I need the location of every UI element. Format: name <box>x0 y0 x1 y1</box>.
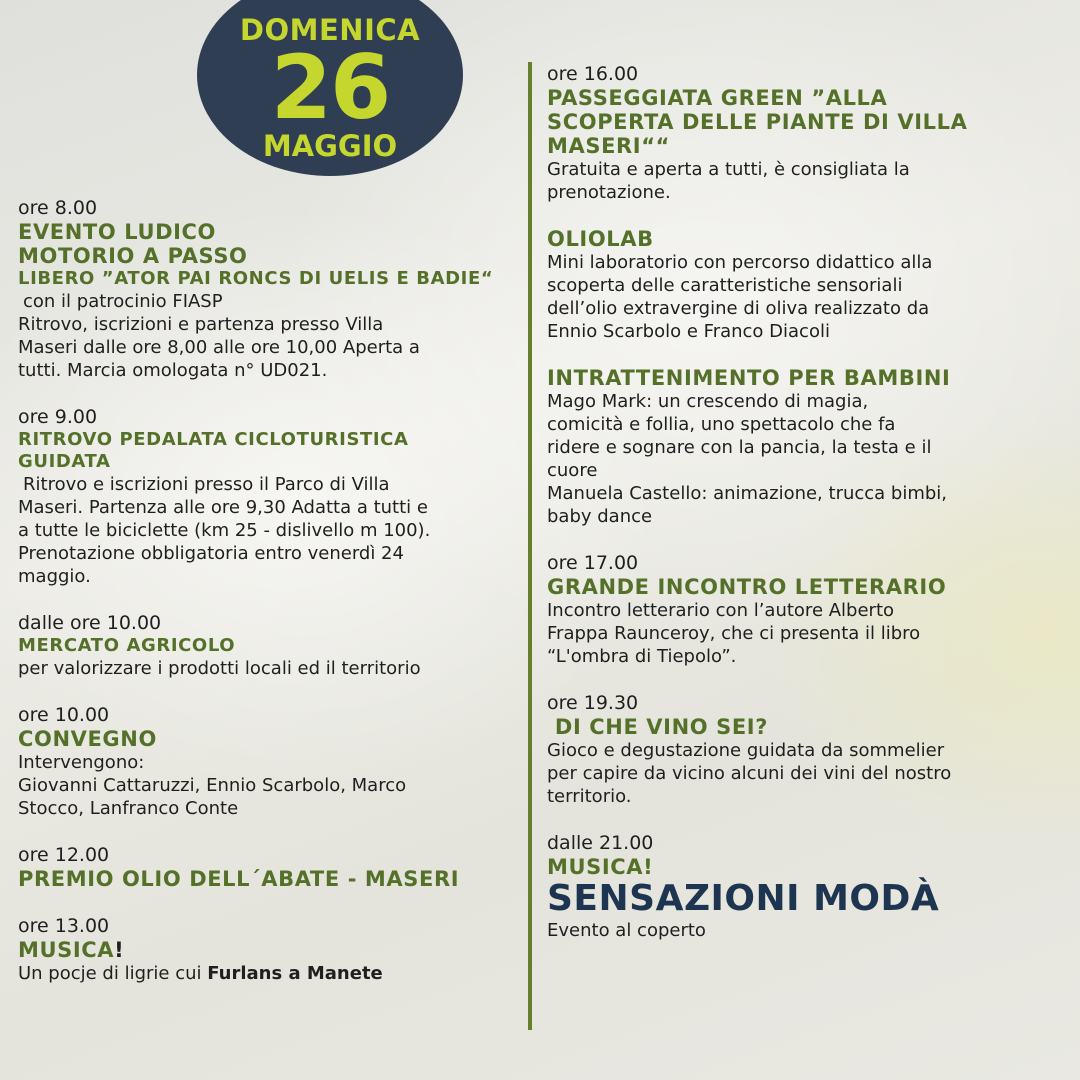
right-column <box>547 62 1067 942</box>
event-title: MOTORIO A PASSO <box>18 244 248 268</box>
event-text: Frappa Raunceroy, che ci presenta il libro <box>547 623 921 644</box>
event-time: ore 17.00 <box>547 552 639 574</box>
event-title: PASSEGGIATA GREEN ”ALLA <box>547 86 888 110</box>
event-convegno <box>18 703 518 820</box>
event-title: INTRATTENIMENTO PER BAMBINI <box>547 366 951 390</box>
event-incontro-letterario <box>547 551 1067 668</box>
badge-month: MAGGIO <box>262 129 398 163</box>
event-musica-2100 <box>547 831 1067 942</box>
event-title: GRANDE INCONTRO LETTERARIO <box>547 575 947 599</box>
event-text: tutti. Marcia omologata n° UD021. <box>18 360 328 381</box>
band-name: Furlans a Manete <box>207 963 383 984</box>
event-pedalata <box>18 405 518 588</box>
event-title-text: MUSICA <box>18 938 115 962</box>
event-title: SCOPERTA DELLE PIANTE DI VILLA <box>547 110 968 134</box>
event-time: dalle 21.00 <box>547 832 654 854</box>
event-headline: SENSAZIONI MODÀ <box>547 878 940 919</box>
event-text: territorio. <box>547 786 632 807</box>
event-title: MUSICA! <box>547 855 654 879</box>
column-divider <box>528 62 532 1030</box>
event-time: ore 19.30 <box>547 692 639 714</box>
event-mercato <box>18 611 518 680</box>
event-title: PREMIO OLIO DELL´ABATE - MASERI <box>18 867 460 891</box>
event-text: per capire da vicino alcuni dei vini del nostro <box>547 763 952 784</box>
badge-number: 26 <box>270 36 390 139</box>
event-text: Mago Mark: un crescendo di magia, <box>547 391 869 412</box>
event-text <box>18 962 518 985</box>
event-text: Ennio Scarbolo e Franco Diacoli <box>547 321 830 342</box>
event-time: ore 10.00 <box>18 704 110 726</box>
badge-day: DOMENICA <box>239 13 421 47</box>
event-title: EVENTO LUDICO <box>18 220 216 244</box>
event-time: ore 12.00 <box>18 844 110 866</box>
event-text: comicità e follia, uno spettacolo che fa <box>547 414 896 435</box>
event-time: ore 13.00 <box>18 915 110 937</box>
event-text: prenotazione. <box>547 182 671 203</box>
event-text: Mini laboratorio con percorso didattico alla <box>547 252 933 273</box>
event-text: Ritrovo e iscrizioni presso il Parco di Villa <box>23 474 390 495</box>
event-text: Giovanni Cattaruzzi, Ennio Scarbolo, Marco <box>18 775 407 796</box>
event-oliolab <box>547 227 1067 343</box>
event-musica-1300 <box>18 914 518 985</box>
date-badge-text <box>197 14 463 162</box>
event-text: cuore <box>547 460 598 481</box>
event-text: Prenotazione obbligatoria entro venerdì 24 <box>18 543 404 564</box>
event-time: ore 16.00 <box>547 63 639 85</box>
event-title: MASERI““ <box>547 134 671 158</box>
event-text: Incontro letterario con l’autore Alberto <box>547 600 895 621</box>
event-title-exclaim: ! <box>114 938 125 962</box>
event-text: maggio. <box>18 566 91 587</box>
event-title <box>18 938 518 962</box>
event-text: Ritrovo, iscrizioni e partenza presso Villa <box>18 314 384 335</box>
event-evento-ludico <box>18 196 518 382</box>
event-text: Gratuita e aperta a tutti, è consigliata la <box>547 159 910 180</box>
event-time: dalle ore 10.00 <box>18 612 162 634</box>
event-vino <box>547 691 1067 808</box>
event-text: “L'ombra di Tiepolo”. <box>547 646 737 667</box>
event-title: CONVEGNO <box>18 727 157 751</box>
event-title: OLIOLAB <box>547 227 654 251</box>
event-text: Maseri. Partenza alle ore 9,30 Adatta a tutti e <box>18 497 428 518</box>
left-column <box>18 196 518 985</box>
event-text: con il patrocinio FIASP <box>23 291 223 312</box>
event-title: LIBERO ”ATOR PAI RONCS DI UELIS E BADIE“ <box>18 268 494 289</box>
event-passeggiata <box>547 62 1067 204</box>
event-title: GUIDATA <box>18 451 111 472</box>
event-text: dell’olio extravergine di oliva realizzato da <box>547 298 930 319</box>
event-text: Maseri dalle ore 8,00 alle ore 10,00 Aperta a <box>18 337 420 358</box>
event-title: MERCATO AGRICOLO <box>18 635 236 656</box>
event-intrattenimento <box>547 366 1067 528</box>
event-text-prefix: Un pocje di ligrie cui <box>18 963 208 984</box>
event-time: ore 9.00 <box>18 406 98 428</box>
event-text: scoperta delle caratteristiche sensoriali <box>547 275 903 296</box>
event-text: Evento al coperto <box>547 920 706 941</box>
event-text: ridere e sognare con la pancia, la testa e il <box>547 437 932 458</box>
event-text: Gioco e degustazione guidata da sommelier <box>547 740 945 761</box>
event-text: a tutte le biciclette (km 25 - dislivello m 100). <box>18 520 431 541</box>
event-title: DI CHE VINO SEI? <box>547 715 768 739</box>
event-premio-olio <box>18 843 518 891</box>
event-text: baby dance <box>547 506 653 527</box>
event-text: Manuela Castello: animazione, trucca bimbi, <box>547 483 948 504</box>
event-time: ore 8.00 <box>18 197 98 219</box>
event-text: Intervengono: <box>18 752 145 773</box>
event-text: per valorizzare i prodotti locali ed il territorio <box>18 658 421 679</box>
event-text: Stocco, Lanfranco Conte <box>18 798 239 819</box>
event-title: RITROVO PEDALATA CICLOTURISTICA <box>18 429 409 450</box>
